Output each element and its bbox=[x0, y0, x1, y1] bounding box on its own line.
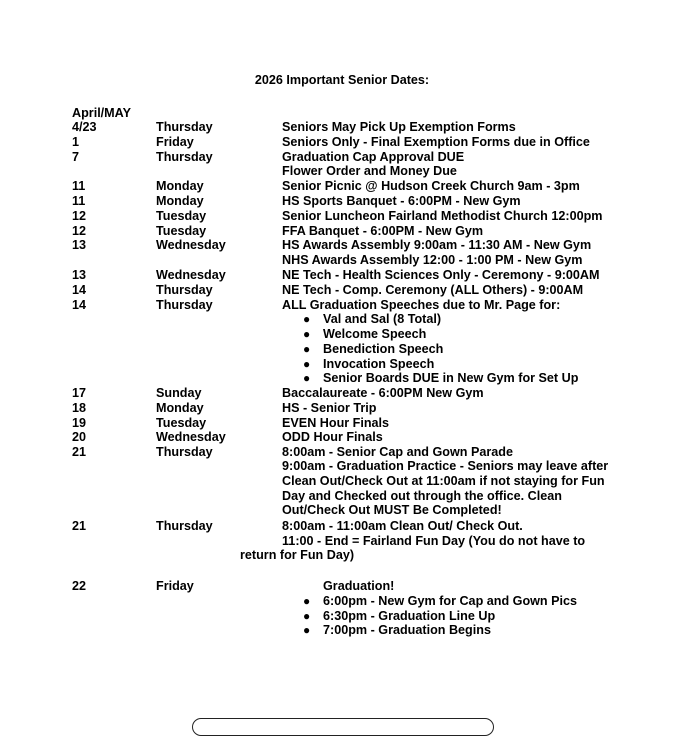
row-date: 11 bbox=[72, 194, 86, 208]
table-row bbox=[0, 579, 684, 594]
table-row bbox=[0, 179, 684, 194]
list-item bbox=[0, 312, 684, 327]
row-day: Thursday bbox=[156, 298, 213, 312]
row-day: Thursday bbox=[156, 519, 213, 533]
table-row bbox=[0, 386, 684, 401]
document-title: 2026 Important Senior Dates: bbox=[254, 73, 430, 87]
row-day: Monday bbox=[156, 401, 204, 415]
row-event: Flower Order and Money Due bbox=[282, 164, 457, 178]
row-day: Thursday bbox=[156, 150, 213, 164]
table-row bbox=[0, 416, 684, 431]
table-row bbox=[0, 209, 684, 224]
list-item bbox=[0, 371, 684, 386]
list-item bbox=[0, 609, 684, 624]
table-row bbox=[0, 519, 684, 534]
fun-day-text: return for Fun Day) bbox=[240, 548, 355, 562]
row-date: 21 bbox=[72, 445, 87, 459]
fun-day-text: 11:00 - End = Fairland Fun Day (You do not have to bbox=[282, 534, 586, 548]
row-event: Senior Luncheon Fairland Methodist Church 12:00pm bbox=[282, 209, 603, 223]
row-date: 4/23 bbox=[72, 120, 97, 134]
table-row bbox=[0, 283, 684, 298]
row-day: Thursday bbox=[156, 445, 213, 459]
row-date: 14 bbox=[72, 283, 87, 297]
row-date: 17 bbox=[72, 386, 87, 400]
bullet-text: Welcome Speech bbox=[323, 327, 427, 341]
table-row bbox=[0, 401, 684, 416]
row-date: 19 bbox=[72, 416, 87, 430]
bullet-icon: ● bbox=[303, 312, 311, 326]
list-item bbox=[0, 357, 684, 372]
row-day: Thursday bbox=[156, 120, 213, 134]
row-date: 12 bbox=[72, 209, 87, 223]
table-row bbox=[0, 194, 684, 209]
row-event: Baccalaureate - 6:00PM New Gym bbox=[282, 386, 484, 400]
table-row bbox=[0, 238, 684, 253]
bottom-handle[interactable] bbox=[192, 718, 494, 736]
row-date: 11 bbox=[72, 179, 86, 193]
list-item bbox=[0, 327, 684, 342]
row-date: 1 bbox=[72, 135, 80, 149]
row-event: NE Tech - Health Sciences Only - Ceremony - 9:00AM bbox=[282, 268, 600, 282]
row-event: 8:00am - 11:00am Clean Out/ Check Out. bbox=[282, 519, 523, 533]
row-event: Senior Picnic @ Hudson Creek Church 9am - 3pm bbox=[282, 179, 580, 193]
row-day: Tuesday bbox=[156, 209, 207, 223]
month-header: April/MAY bbox=[72, 106, 132, 120]
list-item bbox=[0, 342, 684, 357]
row-event: Seniors May Pick Up Exemption Forms bbox=[282, 120, 516, 134]
list-item bbox=[0, 623, 684, 638]
row-day: Friday bbox=[156, 579, 194, 593]
row-event: ALL Graduation Speeches due to Mr. Page for: bbox=[282, 298, 561, 312]
bullet-text: 6:00pm - New Gym for Cap and Gown Pics bbox=[323, 594, 578, 608]
row-event: HS - Senior Trip bbox=[282, 401, 377, 415]
table-row bbox=[0, 298, 684, 313]
bullet-text: Senior Boards DUE in New Gym for Set Up bbox=[323, 371, 579, 385]
bullet-text: 6:30pm - Graduation Line Up bbox=[323, 609, 496, 623]
row-day: Wednesday bbox=[156, 430, 226, 444]
row-date: 13 bbox=[72, 238, 87, 252]
row-date: 13 bbox=[72, 268, 87, 282]
row-event: ODD Hour Finals bbox=[282, 430, 383, 444]
row-event: HS Sports Banquet - 6:00PM - New Gym bbox=[282, 194, 521, 208]
row-date: 14 bbox=[72, 298, 87, 312]
bullet-icon: ● bbox=[303, 371, 311, 385]
fun-day-line bbox=[0, 534, 684, 549]
row-event: HS Awards Assembly 9:00am - 11:30 AM - New Gym bbox=[282, 238, 592, 252]
row-day: Monday bbox=[156, 194, 204, 208]
table-row bbox=[0, 150, 684, 165]
row-day: Wednesday bbox=[156, 268, 226, 282]
graduation-heading: Graduation! bbox=[323, 579, 395, 593]
row-event: Graduation Cap Approval DUE bbox=[282, 150, 465, 164]
bullet-text: 7:00pm - Graduation Begins bbox=[323, 623, 491, 637]
bullet-icon: ● bbox=[303, 342, 311, 356]
bullet-icon: ● bbox=[303, 609, 311, 623]
bullet-text: Invocation Speech bbox=[323, 357, 435, 371]
table-row bbox=[0, 224, 684, 239]
bullet-text: Benediction Speech bbox=[323, 342, 444, 356]
row-day: Tuesday bbox=[156, 224, 207, 238]
row-date: 21 bbox=[72, 519, 87, 533]
row-day: Tuesday bbox=[156, 416, 207, 430]
row-date: 12 bbox=[72, 224, 87, 238]
table-row bbox=[0, 253, 684, 268]
table-row bbox=[0, 445, 684, 460]
list-item bbox=[0, 594, 684, 609]
row-event: 8:00am - Senior Cap and Gown Parade bbox=[282, 445, 513, 459]
bullet-icon: ● bbox=[303, 594, 311, 608]
row-date: 18 bbox=[72, 401, 87, 415]
row-date: 22 bbox=[72, 579, 87, 593]
table-row bbox=[0, 430, 684, 445]
bullet-icon: ● bbox=[303, 623, 311, 637]
row-day: Wednesday bbox=[156, 238, 226, 252]
row-date: 20 bbox=[72, 430, 87, 444]
row-day: Friday bbox=[156, 135, 194, 149]
row-event: NE Tech - Comp. Ceremony (ALL Others) - 9:00AM bbox=[282, 283, 584, 297]
row-event: NHS Awards Assembly 12:00 - 1:00 PM - New Gym bbox=[282, 253, 583, 267]
row-event: EVEN Hour Finals bbox=[282, 416, 390, 430]
row-date: 7 bbox=[72, 150, 80, 164]
row-event: Seniors Only - Final Exemption Forms due in Office bbox=[282, 135, 590, 149]
bullet-icon: ● bbox=[303, 357, 311, 371]
row-day: Thursday bbox=[156, 283, 213, 297]
practice-note: 9:00am - Graduation Practice - Seniors may leave after Clean Out/Check Out at 11:00am if not staying for Fun Day and Checked out through the office. Clean Out/Check Out MUST Be Completed! bbox=[282, 459, 609, 518]
row-day: Sunday bbox=[156, 386, 202, 400]
row-day: Monday bbox=[156, 179, 204, 193]
table-row bbox=[0, 164, 684, 179]
table-row bbox=[0, 135, 684, 150]
table-row bbox=[0, 120, 684, 135]
row-event: FFA Banquet - 6:00PM - New Gym bbox=[282, 224, 484, 238]
bullet-icon: ● bbox=[303, 327, 311, 341]
fun-day-line bbox=[0, 548, 684, 563]
table-row bbox=[0, 268, 684, 283]
bullet-text: Val and Sal (8 Total) bbox=[323, 312, 442, 326]
